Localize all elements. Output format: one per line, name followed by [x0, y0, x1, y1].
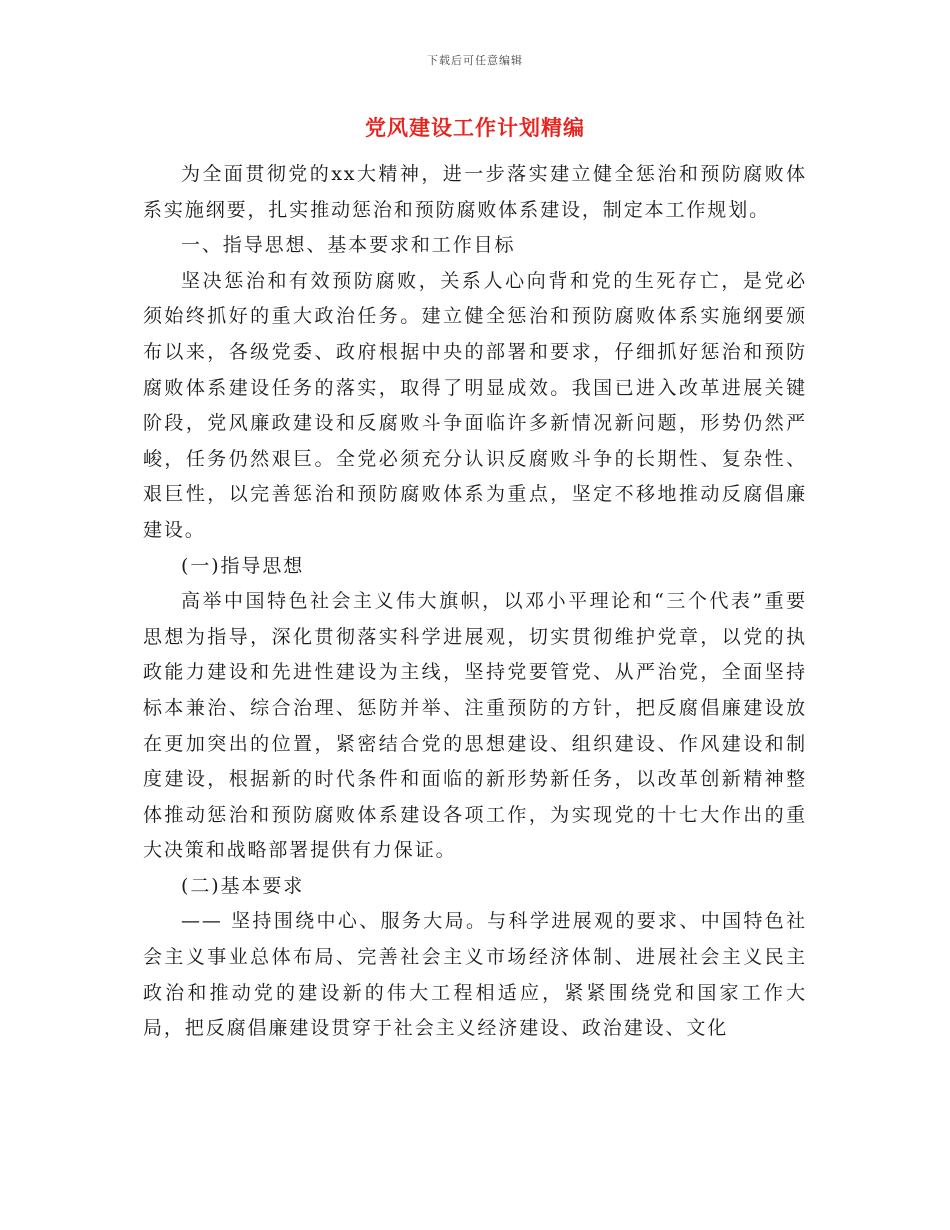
intro-paragraph: 为全面贯彻党的xx大精神，进一步落实建立健全惩治和预防腐败体系实施纲要，扎实推动惩治和预防腐败体系建设，制定本工作规划。 [143, 163, 807, 221]
document-title: 党风建设工作计划精编 [365, 115, 585, 140]
body-paragraph: 高举中国特色社会主义伟大旗帜，以邓小平理论和“三个代表”重要思想为指导，深化贯彻落实科学进展观，切实贯彻维护党章，以党的执政能力建设和先进性建设为主线，坚持党要管党、从严治党，全面坚持标本兼治、综合治理、惩防并举、注重预防的方针，把反腐倡廉建设放在更加突出的位置，紧密结合党的思想建设、组织建设、作风建设和制度建设，根据新的时代条件和面临的新形势新任务，以改革创新精神整体推动惩治和预防腐败体系建设各项工作，为实现党的十七大作出的重大决策和战略部署提供有力保证。 [143, 590, 807, 862]
document-body [143, 157, 807, 1047]
subsection-heading-basic-requirements: (二)基本要求 [181, 874, 305, 897]
section-heading-1: 一、指导思想、基本要求和工作目标 [181, 234, 516, 257]
body-paragraph: 坚决惩治和有效预防腐败，关系人心向背和党的生死存亡，是党必须始终抓好的重大政治任务。建立健全惩治和预防腐败体系实施纲要颁布以来，各级党委、政府根据中央的部署和要求，仔细抓好惩治和预防腐败体系建设任务的落实，取得了明显成效。我国已进入改革进展关键阶段，党风廉政建设和反腐败斗争面临许多新情况新问题，形势仍然严峻，任务仍然艰巨。全党必须充分认识反腐败斗争的长期性、复杂性、艰巨性，以完善惩治和预防腐败体系为重点，坚定不移地推动反腐倡廉建设。 [143, 269, 807, 541]
header-note: 下载后可任意编辑 [427, 54, 523, 67]
body-paragraph: —— 坚持围绕中心、服务大局。与科学进展观的要求、中国特色社会主义事业总体布局、完善社会主义市场经济体制、进展社会主义民主政治和推动党的建设新的伟大工程相适应，紧紧围绕党和国家工作大局，把反腐倡廉建设贯穿于社会主义经济建设、政治建设、文化 [143, 910, 807, 1040]
subsection-heading-guiding-thought: (一)指导思想 [181, 554, 305, 577]
